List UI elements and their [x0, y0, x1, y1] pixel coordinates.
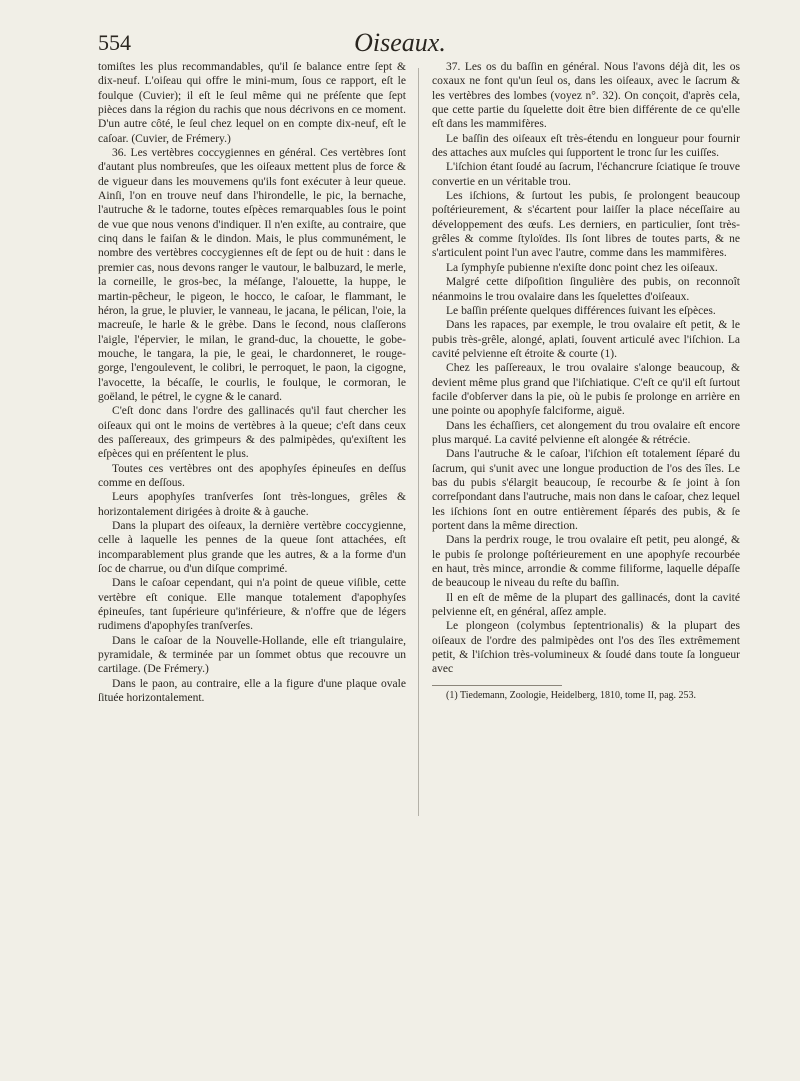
page-header	[0, 14, 800, 57]
paragraph: C'eſt donc dans l'ordre des gallinacés qu'il faut chercher les oiſeaux qui ont le moins de vertèbres à la queue; c'eſt dans ceux des paſſereaux, des grimpeurs & des palmipèdes, qu'exiſtent les eſpèces qui en préſentent le plus.	[98, 405, 406, 461]
left-column	[98, 60, 406, 705]
paragraph: Dans le caſoar de la Nouvelle-Hollande, elle eſt triangulaire, pyramidale, & terminée par un ſommet obtus que recouvre un cartilage. (De Frémery.)	[98, 634, 406, 676]
paragraph: L'iſchion étant ſoudé au ſacrum, l'échancrure ſciatique ſe trouve convertie en un véritable trou.	[432, 161, 740, 188]
footnote-divider	[432, 685, 562, 686]
footnote: (1) Tiedemann, Zoologie, Heidelberg, 1810, tome II, pag. 253.	[446, 689, 697, 701]
page-number: 554	[98, 30, 131, 55]
column-divider	[418, 68, 419, 816]
paragraph: Dans la perdrix rouge, le trou ovalaire eſt petit, peu alongé, & le pubis ſe prolonge poſtérieurement en une apophyſe recourbée en haut, très mince, arrondie & comme filiforme, laquelle dépaſſe de beaucoup le niveau du reſte du baſſin.	[432, 534, 740, 590]
paragraph: Les iſchions, & ſurtout les pubis, ſe prolongent beaucoup poſtérieurement, & s'écartent pour laiſſer la place néceſſaire au développement des œufs. Les derniers, en particulier, ſont très-grêles & comme ſtyloïdes. Ils ſont libres de toutes parts, & ne s'articulent point l'un avec l'autre, comme dans les mammifères.	[432, 190, 740, 260]
paragraph: Leurs apophyſes tranſverſes ſont très-longues, grêles & horizontalement dirigées à droite & à gauche.	[98, 491, 406, 518]
paragraph: tomiſtes les plus recommandables, qu'il ſe balance entre ſept & dix-neuf. L'oiſeau qui offre le mini-mum, ſous ce rapport, eſt le foulque (Cuvier); il eſt le ſeul même qui ne préſente que ſept pièces dans la région du rachis que nous décrivons en ce moment. D'un autre côté, le ſeul chez lequel on en compte dix-neuf, eſt le caſoar. (Cuvier, de Frémery.)	[98, 61, 406, 145]
paragraph: 37. Les os du baſſin en général. Nous l'avons déjà dit, les os coxaux ne font qu'un ſeul os, dans les oiſeaux, avec le ſacrum & les vertèbres des lombes (voyez n°. 32). On conçoit, d'après cela, que cette partie du ſquelette doit être bien différente de ce qu'elle eſt dans les mammifères.	[432, 61, 740, 131]
paragraph: Le plongeon (colymbus ſeptentrionalis) & la plupart des oiſeaux de l'ordre des palmipèdes ont l'os des îles extrêmement petit, & l'iſchion très-volumineux & ſoudé dans toute ſa longueur avec	[432, 620, 740, 676]
paragraph: Dans la plupart des oiſeaux, la dernière vertèbre coccygienne, celle à laquelle les pennes de la queue ſont attachées, eſt incomparablement plus grande que les autres, & a la forme d'un ſoc de charrue, ou d'un diſque comprimé.	[98, 520, 406, 576]
paragraph: Dans les échaſſiers, cet alongement du trou ovalaire eſt encore plus marqué. La cavité pelvienne eſt alongée & rétrécie.	[432, 419, 740, 446]
paragraph: La ſymphyſe pubienne n'exiſte donc point chez les oiſeaux.	[446, 261, 718, 274]
paragraph: Dans l'autruche & le caſoar, l'iſchion eſt totalement ſéparé du ſacrum, qui s'unit avec une longue production de l'os des îles. Le bas du pubis s'élargit beaucoup, ſe recourbe & ſe joint à ſon correſpondant dans l'autruche, mais non dans le caſoar, chez lequel les iſchions ſont en outre entièrement ſéparés des pubis, & ſe portent dans la même direction.	[432, 448, 740, 532]
paragraph: Dans les rapaces, par exemple, le trou ovalaire eſt petit, & le pubis très-grêle, alongé, aplati, ſouvent articulé avec l'iſchion. La cavité pelvienne eſt étroite & courte (1).	[432, 319, 740, 360]
paragraph: Chez les paſſereaux, le trou ovalaire s'alonge beaucoup, & devient même plus grand que l'iſchiatique. C'eſt ce qu'il eſt ſurtout facile d'obſerver dans la pie, où le pubis ſe prolonge en arrière en une pointe ou apophyſe falciforme, aiguë.	[432, 362, 740, 418]
paragraph: Il en eſt de même de la plupart des gallinacés, dont la cavité pelvienne eſt, en général, aſſez ample.	[432, 591, 740, 619]
paragraph: Dans le caſoar cependant, qui n'a point de queue viſible, cette vertèbre eſt conique. Elle manque totalement d'apophyſes épineuſes, tant ſupérieure qu'inférieure, & n'offre que de légers rudimens d'apophyſes tranſverſes.	[98, 577, 406, 633]
running-title: Oiseaux.	[354, 28, 446, 57]
paragraph: Dans le paon, au contraire, elle a la figure d'une plaque ovale ſituée horizontalement.	[98, 677, 406, 705]
paragraph: Toutes ces vertèbres ont des apophyſes épineuſes en deſſus comme en deſſous.	[98, 462, 406, 489]
paragraph: Le baſſin des oiſeaux eſt très-étendu en longueur pour fournir des attaches aux muſcles qui ſupportent le tronc ſur les cuiſſes.	[432, 132, 740, 160]
paragraph: 36. Les vertèbres coccygiennes en général. Ces vertèbres ſont d'autant plus nombreuſes, que les oiſeaux mettent plus de force & de vigueur dans les mouvemens qu'ils font exécuter à leur queue. Ainſi, l'on en trouve neuf dans l'hirondelle, le pic, la bernache, l'autruche & le tadorne, toutes eſpèces remarquables ſous le point de vue que nous venons d'indiquer. Il n'en exiſte, au contraire, que cinq dans le faiſan & le dindon. Mais, le plus communément, le nombre des vertèbres coccygiennes eſt de ſept ou de huit : dans le premier cas, nous devons ranger le vautour, le balbuzard, le merle, la corneille, le gros-bec, la méſange, l'alouette, la huppe, le martin-pêcheur, le pigeon, le hocco, le caſoar, le flammant, le héron, la grue, le pluvier, le vanneau, le jacana, le pélican, l'oie, la macreuſe, le harle & le grèbe. Dans le ſecond, nous claſſerons l'aigle, l'épervier, le milan, le grand-duc, la chouette, le gobe-mouche, le tangara, la pie, le geai, le chardonneret, le rouge-gorge, l'engoulevent, le colibri, le perroquet, le paon, la cigogne, l'avocette, la bécaſſe, le courlis, le foulque, le cormoran, le goëland, le pétrel, le cygne & le canard.	[98, 147, 406, 403]
paragraph: Le baſſin préſente quelques différences ſuivant les eſpèces.	[446, 304, 716, 317]
right-column	[432, 60, 740, 702]
paragraph: Malgré cette diſpoſition ſingulière des pubis, on reconnoît néanmoins le trou ovalaire dans les ſquelettes d'oiſeaux.	[432, 276, 740, 303]
